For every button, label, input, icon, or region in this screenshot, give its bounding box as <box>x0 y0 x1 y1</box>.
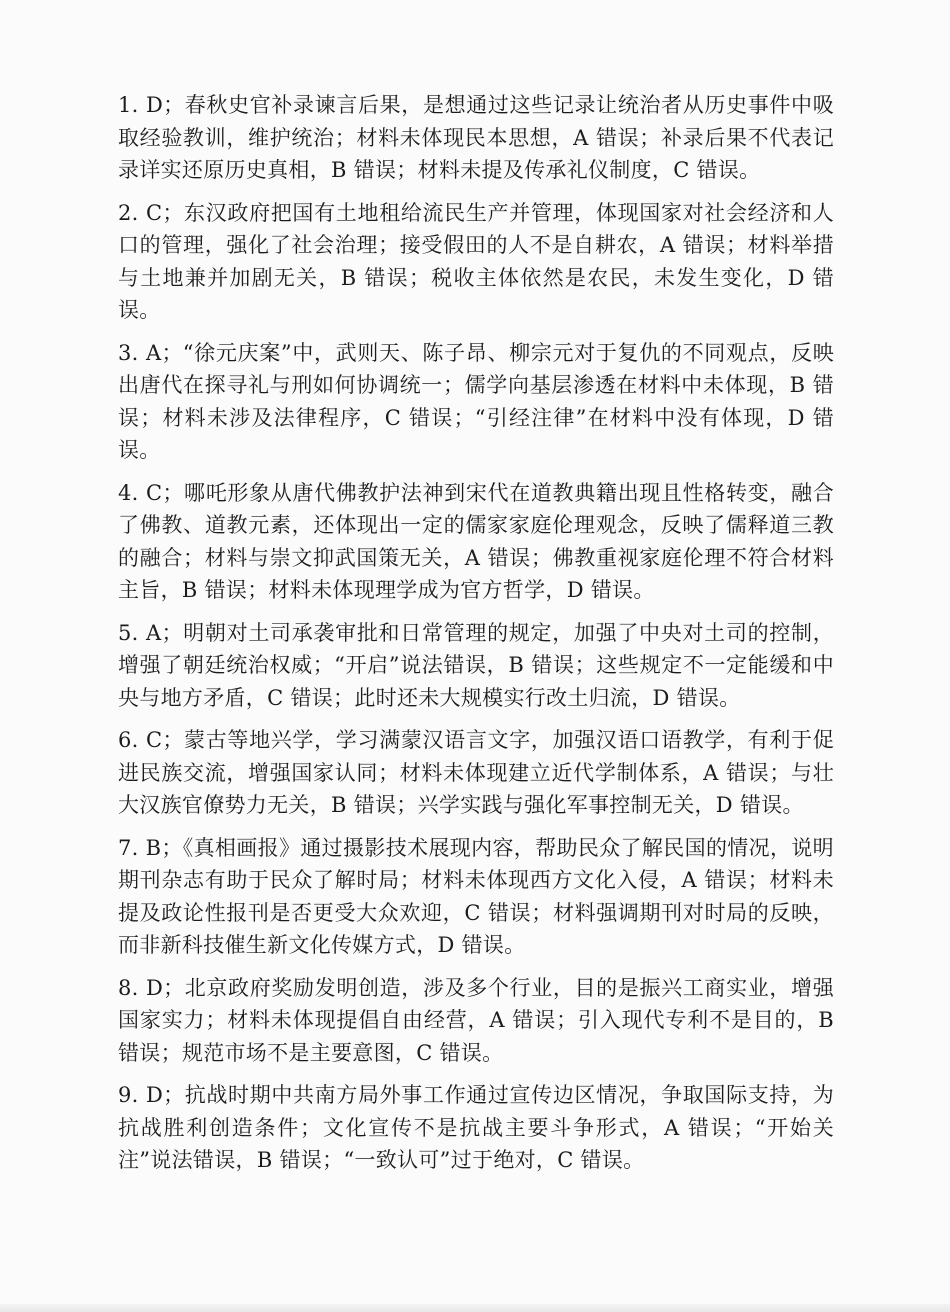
answer-item-7: 7. B；《真相画报》通过摄影技术展现内容，帮助民众了解民国的情况，说明期刊杂志有助于民众了解时局；材料未体现西方文化入侵，A 错误；材料未提及政论性报刊是否更受大众欢迎，C 错误；材料强调期刊对时局的反映，而非新科技催生新文化传媒方式，D 错误。 <box>118 835 834 957</box>
answer-item-8: 8. D；北京政府奖励发明创造，涉及多个行业，目的是振兴工商实业，增强国家实力；材料未体现提倡自由经营，A 错误；引入现代专利不是目的，B 错误；规范市场不是主要意图，C 错误。 <box>118 975 834 1065</box>
answer-item-6: 6. C；蒙古等地兴学，学习满蒙汉语言文字，加强汉语口语教学，有利于促进民族交流，增强国家认同；材料未体现建立近代学制体系，A 错误；与壮大汉族官僚势力无关，B 错误；兴学实践与强化军事控制无关，D 错误。 <box>118 728 834 817</box>
answer-item-9: 9. D；抗战时期中共南方局外事工作通过宣传边区情况，争取国际支持，为抗战胜利创造条件；文化宣传不是抗战主要斗争形式，A 错误；“开始关注”说法错误，B 错误；“一致认可”过于绝对，C 错误。 <box>118 1083 834 1172</box>
answer-item-2: 2. C；东汉政府把国有土地租给流民生产并管理，体现国家对社会经济和人口的管理，强化了社会治理；接受假田的人不是自耕农，A 错误；材料举措与土地兼并加剧无关，B 错误；税收主体依然是农民，未发生变化，D 错误。 <box>118 200 834 322</box>
answer-item-3: 3. A；“徐元庆案”中，武则天、陈子昂、柳宗元对于复仇的不同观点，反映出唐代在探寻礼与刑如何协调统一；儒学向基层渗透在材料中未体现，B 错误；材料未涉及法律程序，C 错误；“引经注律”在材料中没有体现，D 错误。 <box>118 340 834 462</box>
answer-item-1: 1. D；春秋史官补录谏言后果，是想通过这些记录让统治者从历史事件中吸取经验教训，维护统治；材料未体现民本思想，A 错误；补录后果不代表记录详实还原历史真相，B 错误；材料未提及传承礼仪制度，C 错误。 <box>118 93 834 182</box>
page-bottom-edge <box>0 1304 950 1312</box>
answer-list <box>118 89 834 1187</box>
answer-item-4: 4. C；哪吒形象从唐代佛教护法神到宋代在道教典籍出现且性格转变，融合了佛教、道教元素，还体现出一定的儒家家庭伦理观念，反映了儒释道三教的融合；材料与崇文抑武国策无关，A 错误；佛教重视家庭伦理不符合材料主旨，B 错误；材料未体现理学成为官方哲学，D 错误。 <box>118 480 834 602</box>
answer-item-5: 5. A；明朝对土司承袭审批和日常管理的规定，加强了中央对土司的控制，增强了朝廷统治权威；“开启”说法错误，B 错误；这些规定不一定能缓和中央与地方矛盾，C 错误；此时还未大规模实行改土归流，D 错误。 <box>118 620 834 710</box>
